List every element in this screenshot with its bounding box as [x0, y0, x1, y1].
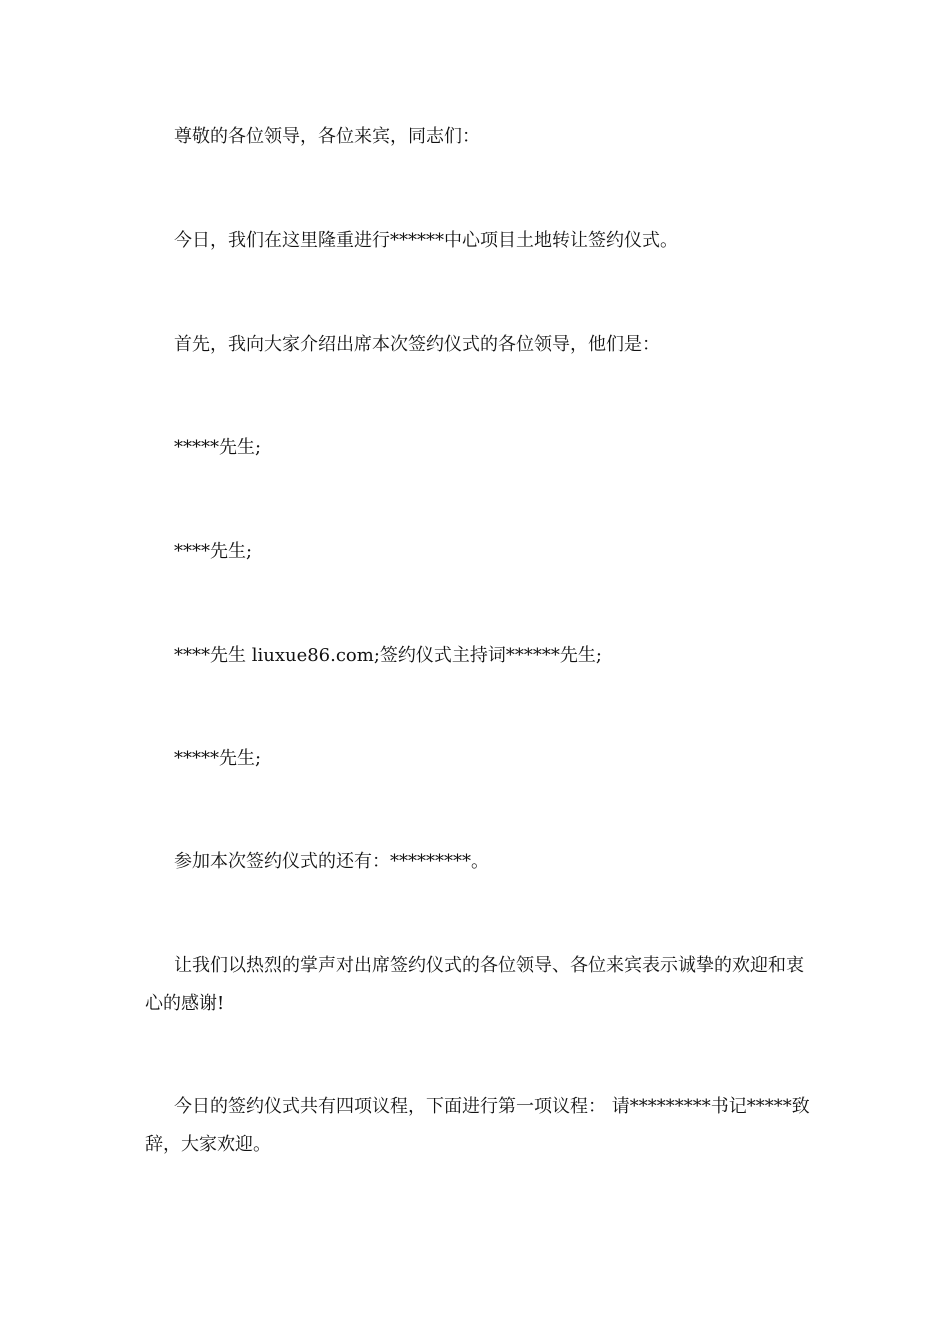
- guest-line: ****先生;: [174, 541, 253, 562]
- guest-line: *****先生;: [174, 437, 262, 458]
- attendees-paragraph: 参加本次签约仪式的还有：*********。: [174, 851, 489, 872]
- guest-line: *****先生;: [174, 748, 262, 769]
- agenda-paragraph: 今日的签约仪式共有四项议程，下面进行第一项议程： 请*********书记*****致辞，大家欢迎。: [145, 1096, 810, 1155]
- applause-paragraph: 让我们以热烈的掌声对出席签约仪式的各位领导、各位来宾表示诚挚的欢迎和衷心的感谢!: [145, 955, 804, 1014]
- greeting-paragraph: 尊敬的各位领导，各位来宾，同志们：: [174, 126, 480, 147]
- guest-line: ****先生 liuxue86.com;签约仪式主持词******先生;: [174, 645, 602, 666]
- opening-paragraph: 今日，我们在这里隆重进行******中心项目土地转让签约仪式。: [174, 230, 678, 251]
- introduction-paragraph: 首先，我向大家介绍出席本次签约仪式的各位领导，他们是：: [174, 334, 660, 355]
